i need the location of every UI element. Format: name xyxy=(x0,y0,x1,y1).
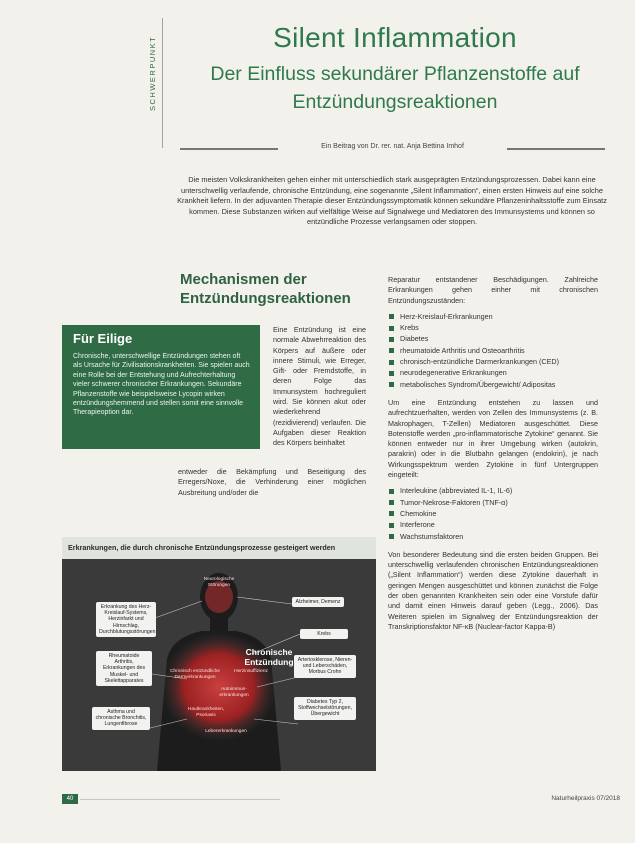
list-item: Wachstumsfaktoren xyxy=(388,532,598,542)
disease-label: Erkrankung des Herz-Kreislauf-Systems, Herzinfarkt und Hirnschlag, Durchblutungsstörungen xyxy=(96,602,156,637)
disease-label: Diabetes Typ 2, Stoffwechselstörungen, Übergewicht xyxy=(294,697,356,720)
article-subtitle: Der Einfluss sekundärer Pflanzenstoffe auf Entzündungsreaktionen xyxy=(210,63,580,113)
page-number: 40 xyxy=(62,794,78,804)
paragraph: Von besonderer Bedeutung sind die ersten beiden Gruppen. Bei unterschwellig verlaufenden chronischen Entzündungsreaktionen („Silent Inflammation“) werden diese Zytokine dauerhaft in geringen Mengen ausgeschüttet und können zunächst die Folge der oben genannten Krankheiten sein oder eine Vorstufe dafür und damit einen Hinweis darauf geben (Legg., 2006). Das Weiteren spielen im Signalweg der Entzündungsreaktion der Transkriptionsfaktor NF-κB (Nuclear-factor Kappa-B) xyxy=(388,549,598,631)
list-item: metabolisches Syndrom/Übergewicht/ Adipositas xyxy=(388,380,598,390)
organ-label: Lebererkrankungen xyxy=(205,729,247,734)
summary-box xyxy=(62,325,260,449)
list-item: chronisch-entzündliche Darmerkrankungen (CED) xyxy=(388,357,598,367)
paragraph: Um eine Entzündung entstehen zu lassen und aufrechtzuerhalten, werden von Zellen des Immunsystems (z. B. Makrophagen, T-Zellen) Mediatoren ausgeschüttet. Diese Botenstoffe werden „pro-inflammatorische Zytokine“ genannt. Sie können entweder nur in ihrer Umgebung wirken (autokrin, parakrin) oder in die Blutbahn gelangen (endokrin), je nach Wirkungsspektrum werden Zytokine in fünf Untergruppen eingeteilt: xyxy=(388,397,598,480)
list-item: Diabetes xyxy=(388,334,598,344)
section-heading: Mechanismen der Entzündungsreaktionen xyxy=(180,271,351,307)
journal-name: Naturheilpraxis 07/2018 xyxy=(551,795,620,802)
author-byline: Ein Beitrag von Dr. rer. nat. Anja Bettina Imhof xyxy=(321,143,464,150)
paragraph: Reparatur entstandener Beschädigungen. Zahlreiche Erkrankungen gehen einher mit chronischen Entzündungszuständen: xyxy=(388,275,598,305)
footer-rule xyxy=(80,799,280,800)
disease-list xyxy=(388,312,598,390)
organ-label: Autoimmun-erkrankungen xyxy=(219,687,249,698)
organ-label: Hautkrankheiten, Psoriasis xyxy=(187,707,225,718)
byline-rule-right xyxy=(507,148,605,150)
cytokine-list xyxy=(388,486,598,541)
list-item: neurodegenerative Erkrankungen xyxy=(388,368,598,378)
disease-label: Alzheimer, Demenz xyxy=(292,597,344,607)
body-text-middle: Eine Entzündung ist eine normale Abwehrreaktion des Körpers auf äußere oder innere Stimuli, wie Erreger, Gift- oder Fremdstoffe, in deren Folge das Immunsystem hochreguliert wird. Sie können akut oder wiederkehrend (rezidivierend) verlaufen. Die Aufgaben dieser Reaktion des Körpers beinhaltet xyxy=(273,325,366,448)
list-item: Interferone xyxy=(388,520,598,530)
section-label: SCHWERPUNKT xyxy=(148,35,157,111)
list-item: Tumor-Nekrose-Faktoren (TNF-α) xyxy=(388,498,598,508)
summary-box-text: Chronische, unterschwellige Entzündungen stehen oft als Ursache für Zivilisationskrankheiten. Sie spielen auch eine Rolle bei der Entstehung und Aufrechterhaltung vieler schwerer chronischer Erkrankungen. Sekundäre Pflanzenstoffe wie beispielsweise Lycopin wirken entzündungshemmend und stellen somit eine sinnvolle Therapieoption dar. xyxy=(73,353,250,417)
byline-row xyxy=(180,143,605,155)
disease-label: Rheumatoide Arthritis, Erkrankungen des Muskel- und Skelettapparates xyxy=(96,651,152,686)
disease-label: Krebs xyxy=(300,629,348,639)
byline-rule-left xyxy=(180,148,278,150)
list-item: Interleukine (abbreviated IL-1, IL-6) xyxy=(388,486,598,496)
organ-label: Neurologische Störungen xyxy=(203,577,235,588)
list-item: Krebs xyxy=(388,323,598,333)
article-title: Silent Inflammation xyxy=(273,22,517,53)
list-item: Herz-Kreislauf-Erkrankungen xyxy=(388,312,598,322)
disease-label: Arteriosklerose, Nieren- und Leberschäden, Morbus Crohn xyxy=(294,655,356,678)
summary-box-title: Für Eilige xyxy=(73,331,133,346)
organ-label: Herzinsuffizienz xyxy=(234,669,268,674)
body-text-right xyxy=(388,275,598,638)
section-divider xyxy=(162,18,163,148)
chronic-inflammation-label: Chronische Entzündung xyxy=(244,647,294,667)
organ-label: Chronisch entzündliche Darmerkrankungen xyxy=(170,669,220,680)
inflammation-figure xyxy=(62,537,376,771)
list-item: rheumatoide Arthritis und Osteoarthritis xyxy=(388,346,598,356)
body-text-middle-continued: entweder die Bekämpfung und Beseitigung des Erregers/Noxe, die Verhinderung einer möglichen Ausbreitung und/oder die xyxy=(178,467,366,497)
article-intro: Die meisten Volkskrankheiten gehen einher mit unterschiedlich stark ausgeprägten Entzündungsprozessen. Dabei kann eine unterschwellig verlaufende, chronische Entzündung, eine sogenannte „Silent Inflammation“, einen ersten Hinweis auf eine solche Krankheit liefern. In der adjuvanten Therapie dieser Entzündungssymptomatik können sekundäre Pflanzeninhaltsstoffe zum Einsatz kommen. Diese Substanzen wirken auf vielfältige Weise auf Signalwege und Mediatoren des Immunsystems und können so entzündliche Prozesse verlangsamen oder stoppen. xyxy=(177,175,607,227)
list-item: Chemokine xyxy=(388,509,598,519)
disease-label: Asthma und chronische Bronchitis, Lungenfibrose xyxy=(92,707,150,730)
figure-caption: Erkrankungen, die durch chronische Entzündungsprozesse gesteigert werden xyxy=(62,537,376,559)
